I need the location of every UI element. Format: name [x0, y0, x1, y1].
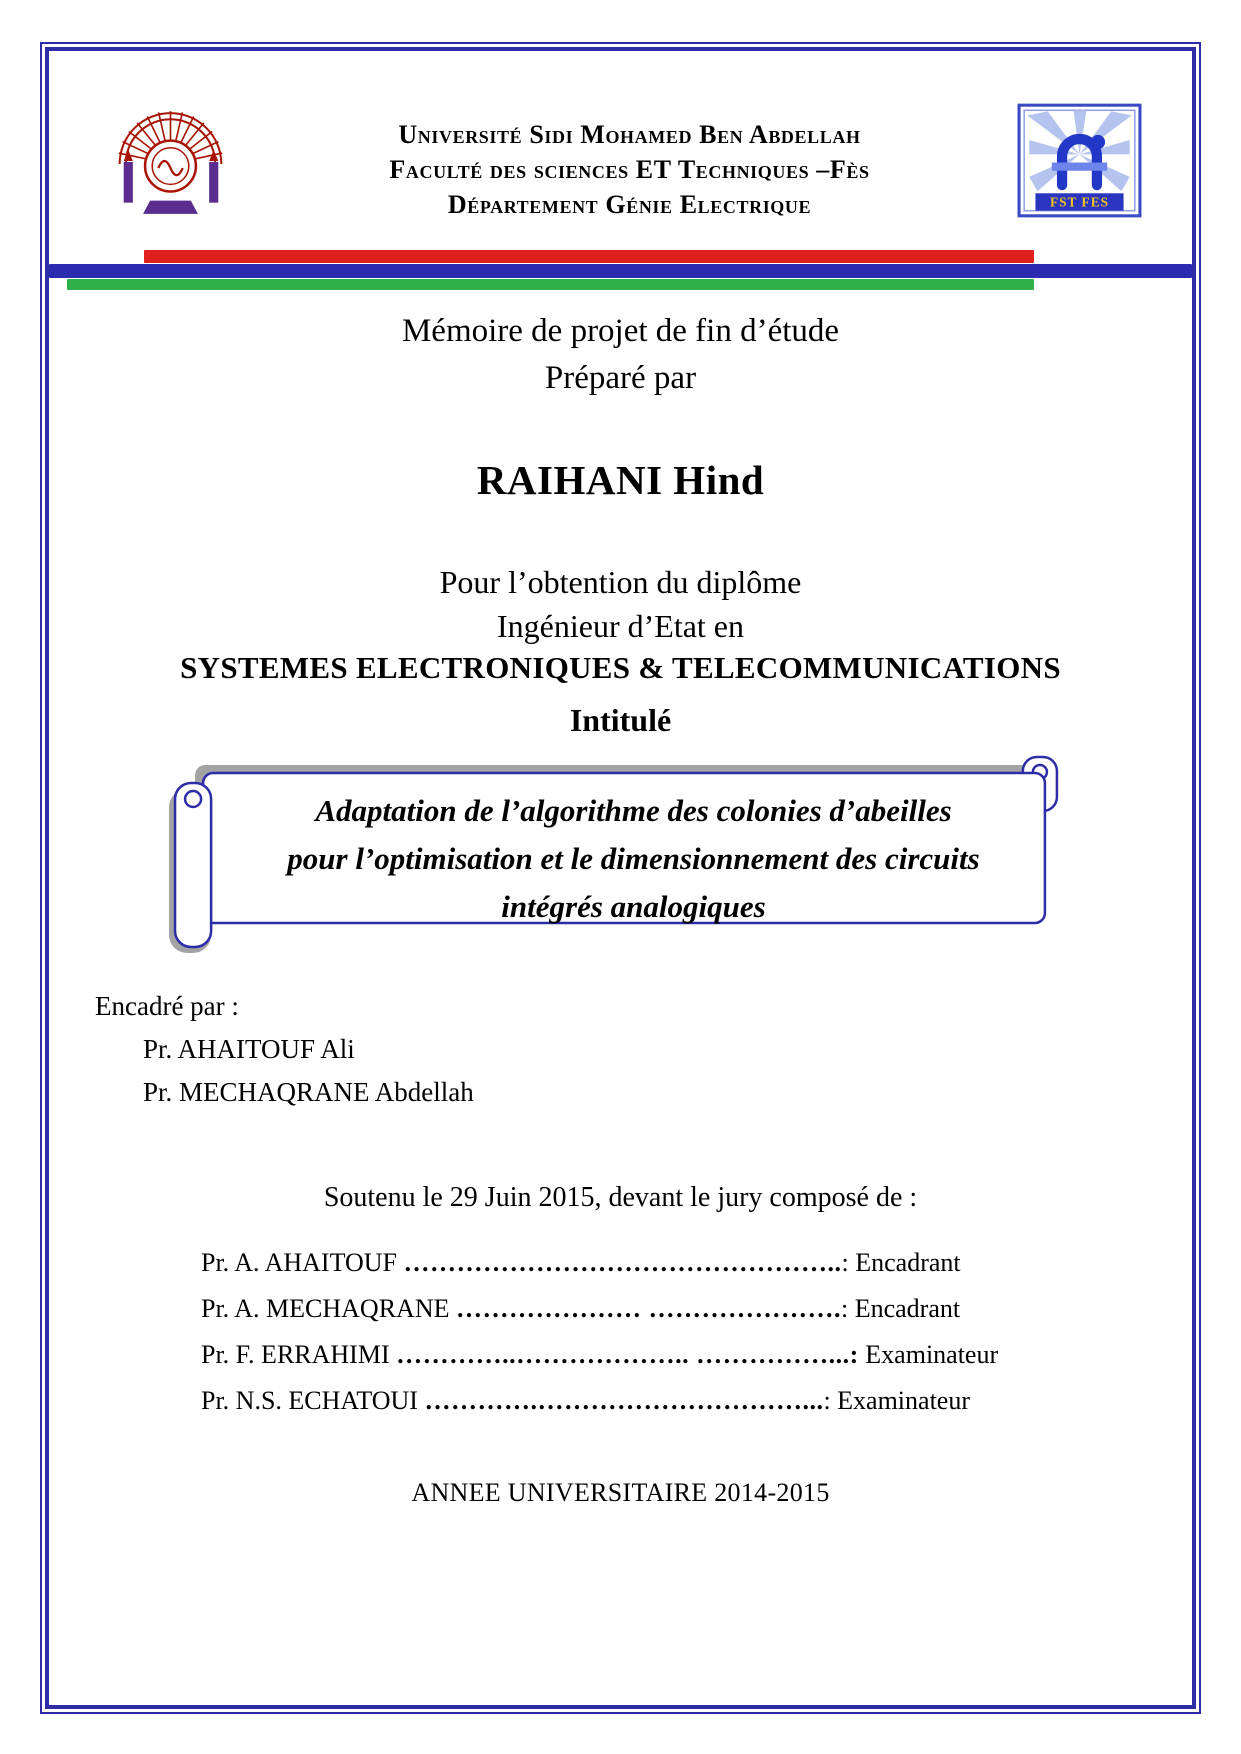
jury-name: Pr. A. MECHAQRANE — [201, 1294, 450, 1324]
jury-dot-leader: ………………………………………….. — [403, 1248, 842, 1278]
jury-row — [201, 1294, 1192, 1324]
jury-row — [201, 1248, 1192, 1278]
department-name: Département Génie Electrique — [447, 190, 812, 220]
jury-role: : Examinateur — [823, 1386, 970, 1416]
jury-name: Pr. N.S. ECHATOUI — [201, 1386, 418, 1416]
thesis-title-line3: intégrés analogiques — [501, 889, 766, 925]
title-label: Intitulé — [569, 702, 672, 739]
intro-block — [49, 308, 1192, 402]
author-name: RAIHANI Hind — [476, 456, 765, 503]
academic-year: ANNEE UNIVERSITAIRE 2014-2015 — [411, 1478, 830, 1508]
thesis-title-scroll — [155, 745, 1087, 957]
page-border-inner — [45, 47, 1196, 1709]
jury-dot-leader: …………..……………….. ……………...: — [396, 1340, 859, 1370]
thesis-title — [239, 787, 1029, 931]
university-emblem-icon — [107, 103, 235, 223]
thesis-title-line1: Adaptation de l’algorithme des colonies d’abeilles — [315, 793, 952, 829]
diploma-line2: Ingénieur d’Etat en — [497, 607, 744, 644]
green-bar — [67, 279, 1034, 290]
jury-list — [49, 1248, 1192, 1416]
defense-line: Soutenu le 29 Juin 2015, devant le jury composé de : — [323, 1182, 918, 1214]
prepared-by-line: Préparé par — [544, 359, 697, 396]
page-border — [40, 42, 1201, 1714]
fst-fes-logo — [1017, 103, 1142, 223]
jury-role: : Encadrant — [840, 1294, 961, 1324]
program-name: SYSTEMES ELECTRONIQUES & TELECOMMUNICATIONS — [180, 650, 1061, 686]
decorative-bars — [49, 250, 1192, 290]
header — [49, 51, 1192, 228]
thesis-title-line2: pour l’optimisation et le dimensionnement des circuits — [287, 841, 980, 877]
supervisor-name: Pr. MECHAQRANE Abdellah — [143, 1077, 474, 1108]
university-emblem-logo — [107, 103, 242, 228]
jury-dot-leader: ………………… …………………. — [455, 1294, 841, 1324]
fst-logo-label: FST FES — [1049, 194, 1110, 210]
memoire-line: Mémoire de projet de fin d’étude — [401, 313, 840, 349]
jury-dot-leader: ………….…………………………... — [424, 1386, 824, 1416]
red-bar — [144, 250, 1034, 263]
university-name: Université Sidi Mohamed Ben Abdellah — [398, 120, 861, 149]
jury-name: Pr. F. ERRAHIMI — [201, 1340, 390, 1370]
jury-role: : Encadrant — [841, 1248, 961, 1278]
fst-fes-logo-icon — [1017, 103, 1142, 218]
jury-row — [201, 1386, 1192, 1416]
jury-role: Examinateur — [858, 1340, 999, 1370]
diploma-line1: Pour l’obtention du diplôme — [439, 563, 802, 600]
supervisor-name: Pr. AHAITOUF Ali — [143, 1034, 355, 1065]
institution-text-block — [242, 103, 1017, 222]
diploma-block — [49, 560, 1192, 648]
jury-row — [201, 1340, 1192, 1370]
supervised-by-label: Encadré par : — [95, 991, 239, 1022]
faculty-name: Faculté des sciences ET Techniques –Fès — [389, 155, 870, 185]
jury-name: Pr. A. AHAITOUF — [201, 1248, 398, 1278]
supervision-block — [49, 991, 1192, 1108]
cover-content — [49, 308, 1192, 1508]
blue-bar — [49, 264, 1192, 278]
